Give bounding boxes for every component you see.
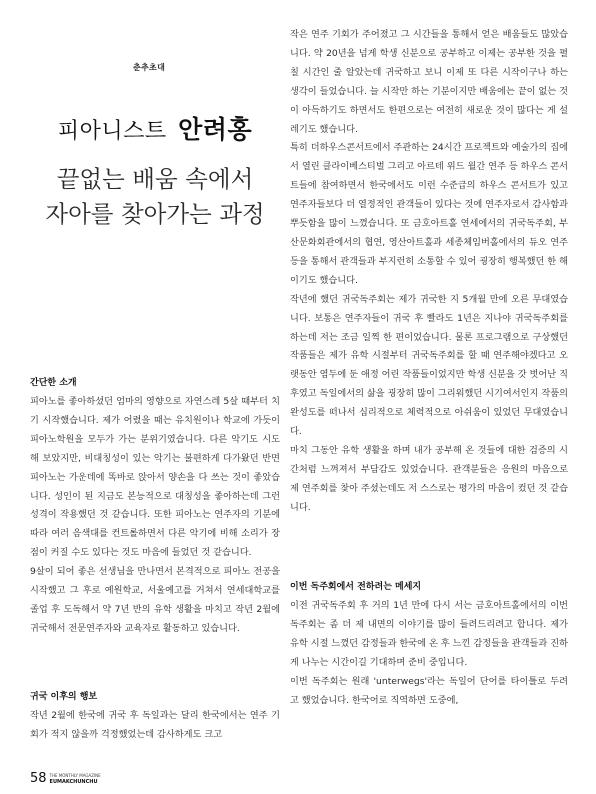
section-tag: 춘추초대 [133,63,166,72]
title-line-2: 자아를 찾아가는 과정 [45,200,265,228]
body-paragraph: 특히 더하우스콘서트에서 주관하는 24시간 프로젝트와 예술가의 집에서 열린 클라이베스티벌 그리고 아르테 위드 월간 연주 등 하우스 콘서트들에 참여하면서 한국에서도 이런 수준급의 하우스 콘서트가 있고 연주자들보다 더 열정적인 관객들이 있다는 것에 연주자로서 감사함과 뿌듯함을 많이 느꼈습니다. 또 금호아트홀 연세에서의 귀국독주회, 부산문화회관에서의 협연, 영산아트홀과 세종체임버홀에서의 듀오 연주 등을 통해서 관객들과 부지런히 소통할 수 있어 굉장히 행복했던 한 해이기도 했습니다. [290,142,568,286]
title-line-1: 끝없는 배움 속에서 [56,165,254,193]
message-paragraph: 이전 귀국독주회 후 거의 1년 만에 다시 서는 금호아트홀에서의 이번 독주회는 좀 더 제 내면의 이야기를 많이 들려드리려고 합니다. 제가 유학 시절 느꼈던 감정들과 한국에 온 후 느낀 감정들을 관객들과 진하게 나누는 시간이길 기대하며 준비 중입니다. [290,600,568,668]
body-paragraph: 작은 연주 기회가 주어졌고 그 시간들을 통해서 얻은 배움들도 많았습니다. 약 20년을 넘게 학생 신분으로 공부하고 이제는 공부한 것을 펼칠 시간인 줄 알았는데 귀국하고 보니 이제 또 다른 시작이구나 하는 생각이 들었습니다. 늘 시작만 하는 기분이지만 배움에는 끝이 없는 것이 아득하기도 하면서도 한편으로는 여전히 새로운 것이 많다는 게 설레기도 했습니다. [290,29,568,135]
intro-paragraph: 9살이 되어 좋은 선생님을 만나면서 본격적으로 피아노 전공을 시작했고 그 후로 예원학교, 서울예고를 거쳐서 연세대학교를 졸업 후 도독해서 약 7년 반의 유학 생활을 마치고 작년 2월에 귀국해서 전문연주자와 교육자로 활동하고 있습니다. [30,566,280,634]
body-paragraph: 마치 그동안 유학 생활을 하며 내가 공부해 온 것들에 대한 검증의 시간처럼 느껴져서 부담감도 있었습니다. 관객분들은 응원의 마음으로 제 연주회를 찾아 주셨는데도 저 스스로는 평가의 마음이 컸던 것 같습니다. [290,444,568,513]
intro-section [30,374,280,639]
return-section [30,688,280,745]
body-paragraph: 작년에 했던 귀국독주회는 제가 귀국한 지 5개월 만에 오른 무대였습니다. 보통은 연주자들이 귀국 후 빨라도 1년은 지나야 귀국독주회를 하는데 저는 조금 일찍 한 편이었습니다. 물론 프로그램으로 구상했던 작품들은 제가 유학 시절부터 귀국독주회를 할 때 연주해야겠다고 오랫동안 염두에 둔 애정 어린 작품들이었지만 학생 신분을 갓 벗어난 직후였고 독일에서의 삶을 굉장히 많이 그리워했던 시기여서인지 작품의 완성도를 떠나서 심리적으로 체력적으로 아쉬움이 있었던 무대였습니다. [290,293,568,438]
page-number: 58 [30,771,47,786]
page-footer [30,771,101,786]
magazine-logo [50,773,101,785]
message-heading: 이번 독주회에서 전하려는 메세지 [290,582,422,592]
message-paragraph: 이번 독주회는 원래 'unterwegs'라는 독일어 단어를 타이틀로 두려고 했었습니다. 한국어로 직역하면 도중에, [290,675,568,706]
return-heading: 귀국 이후의 행보 [30,692,98,702]
magazine-name: EUMAKCHUNCHU [49,778,98,785]
headline [30,110,280,146]
message-section [290,578,568,710]
article-title [22,162,288,232]
intro-paragraph: 피아노를 좋아하셨던 엄마의 영향으로 자연스레 5살 때부터 치기 시작했습니다. 제가 어렸을 때는 유치원이나 학교에 가듯이 피아노학원을 모두가 가는 분위기였습니다. 다른 악기도 시도해 보았지만, 비대칭성이 있는 악기는 불편하게 다가왔던 반면 피아노는 가운데에 똑바로 앉아서 양손을 다 쓰는 것이 좋았습니다. 성인이 된 지금도 본능적으로 대칭성을 좋아하는데 그런 성격이 작용했던 것 같습니다. 또한 피아노는 연주자의 기분에 따라 여러 음색대를 컨트롤하면서 다른 악기에 비해 소리가 장점이 커질 수도 있다는 것도 마음에 들었던 것 같습니다. [30,396,280,559]
right-column-body [290,26,568,518]
magazine-tagline: THE MONTHLY MAGAZINE [49,772,101,778]
headline-prefix: 피아니스트 [57,119,167,144]
return-paragraph: 작년 2월에 한국에 귀국 후 독일과는 달리 한국에서는 연주 기회가 적지 않을까 걱정했었는데 감사하게도 크고 [30,710,280,740]
intro-heading: 간단한 소개 [30,378,77,388]
headline-name: 안려홍 [178,115,253,144]
